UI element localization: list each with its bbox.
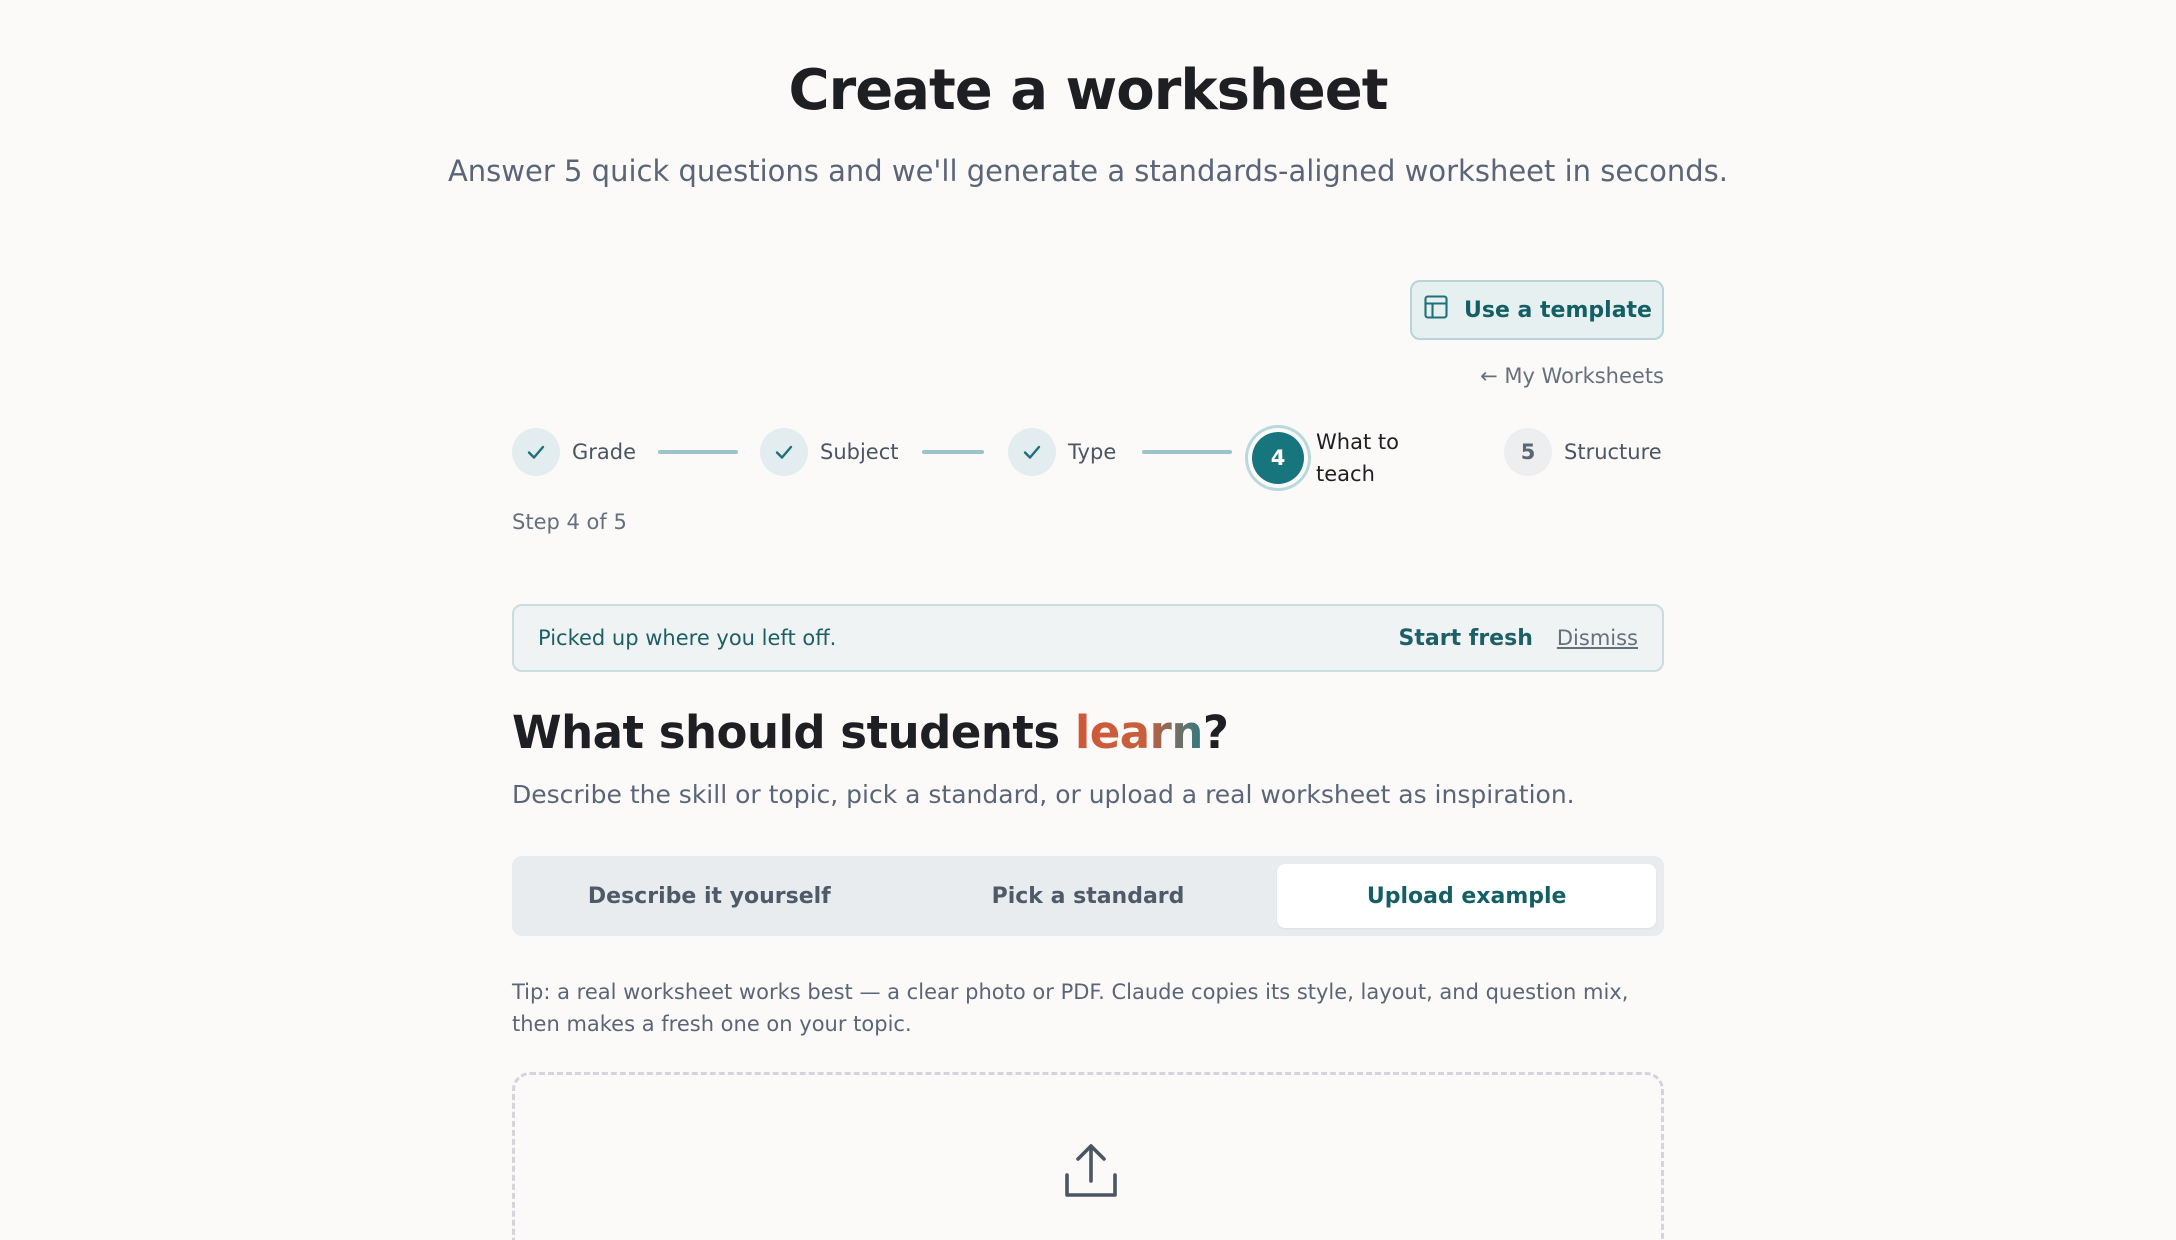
- page-title: Create a worksheet: [788, 58, 1388, 123]
- question-highlight: learn: [1074, 706, 1203, 759]
- step-label-grade: Grade: [572, 440, 637, 464]
- step-connector: [1142, 450, 1232, 454]
- use-template-button[interactable]: [1410, 280, 1664, 340]
- check-icon: [760, 428, 808, 476]
- tab-pick-a-standard[interactable]: Pick a standard: [991, 883, 1185, 909]
- template-icon: [1422, 293, 1450, 327]
- step-label-line-1: What to: [1316, 430, 1399, 454]
- use-template-label: Use a template: [1464, 297, 1652, 323]
- step-type[interactable]: [1008, 428, 1116, 476]
- step-number-badge: 4: [1252, 432, 1304, 484]
- upload-tip: Tip: a real worksheet works best — a clear photo or PDF. Claude copies its style, layout, and question mix, then makes a fresh one on your topic.: [512, 980, 1629, 1036]
- resume-message: Picked up where you left off.: [538, 626, 837, 650]
- step-label-subject: Subject: [820, 440, 899, 464]
- my-worksheets-link[interactable]: ← My Worksheets: [1480, 364, 1664, 388]
- start-fresh-button[interactable]: Start fresh: [1398, 625, 1533, 651]
- upload-dropzone[interactable]: [512, 1072, 1664, 1240]
- step-counter: Step 4 of 5: [512, 510, 627, 534]
- step-number-badge: 5: [1504, 428, 1552, 476]
- check-icon: [512, 428, 560, 476]
- step-connector: [658, 450, 738, 454]
- check-icon: [1008, 428, 1056, 476]
- tab-upload-example[interactable]: Upload example: [1277, 864, 1656, 928]
- input-mode-tabs: [512, 856, 1664, 936]
- step-subject[interactable]: [760, 428, 899, 476]
- wizard-stepper: [512, 420, 1664, 500]
- question-heading: [512, 706, 1229, 759]
- step-label-type: Type: [1068, 440, 1117, 464]
- upload-icon: [1064, 1143, 1118, 1199]
- page-subtitle: Answer 5 quick questions and we'll generate a standards-aligned worksheet in seconds.: [447, 154, 1729, 188]
- step-connector: [922, 450, 984, 454]
- step-label-line-2: teach: [1316, 462, 1375, 486]
- tab-describe-it-yourself[interactable]: Describe it yourself: [587, 883, 831, 909]
- step-what-to-teach[interactable]: [1252, 426, 1399, 490]
- step-label-structure: Structure: [1564, 440, 1662, 464]
- step-structure[interactable]: [1504, 428, 1662, 476]
- resume-banner: [512, 604, 1664, 672]
- question-suffix: ?: [1202, 706, 1229, 759]
- step-label-what-to-teach: [1316, 426, 1399, 490]
- dismiss-button[interactable]: Dismiss: [1556, 626, 1638, 650]
- question-prefix: What should students: [512, 706, 1075, 759]
- step-grade[interactable]: [512, 428, 636, 476]
- question-description: Describe the skill or topic, pick a standard, or upload a real worksheet as inspiration.: [512, 780, 1575, 809]
